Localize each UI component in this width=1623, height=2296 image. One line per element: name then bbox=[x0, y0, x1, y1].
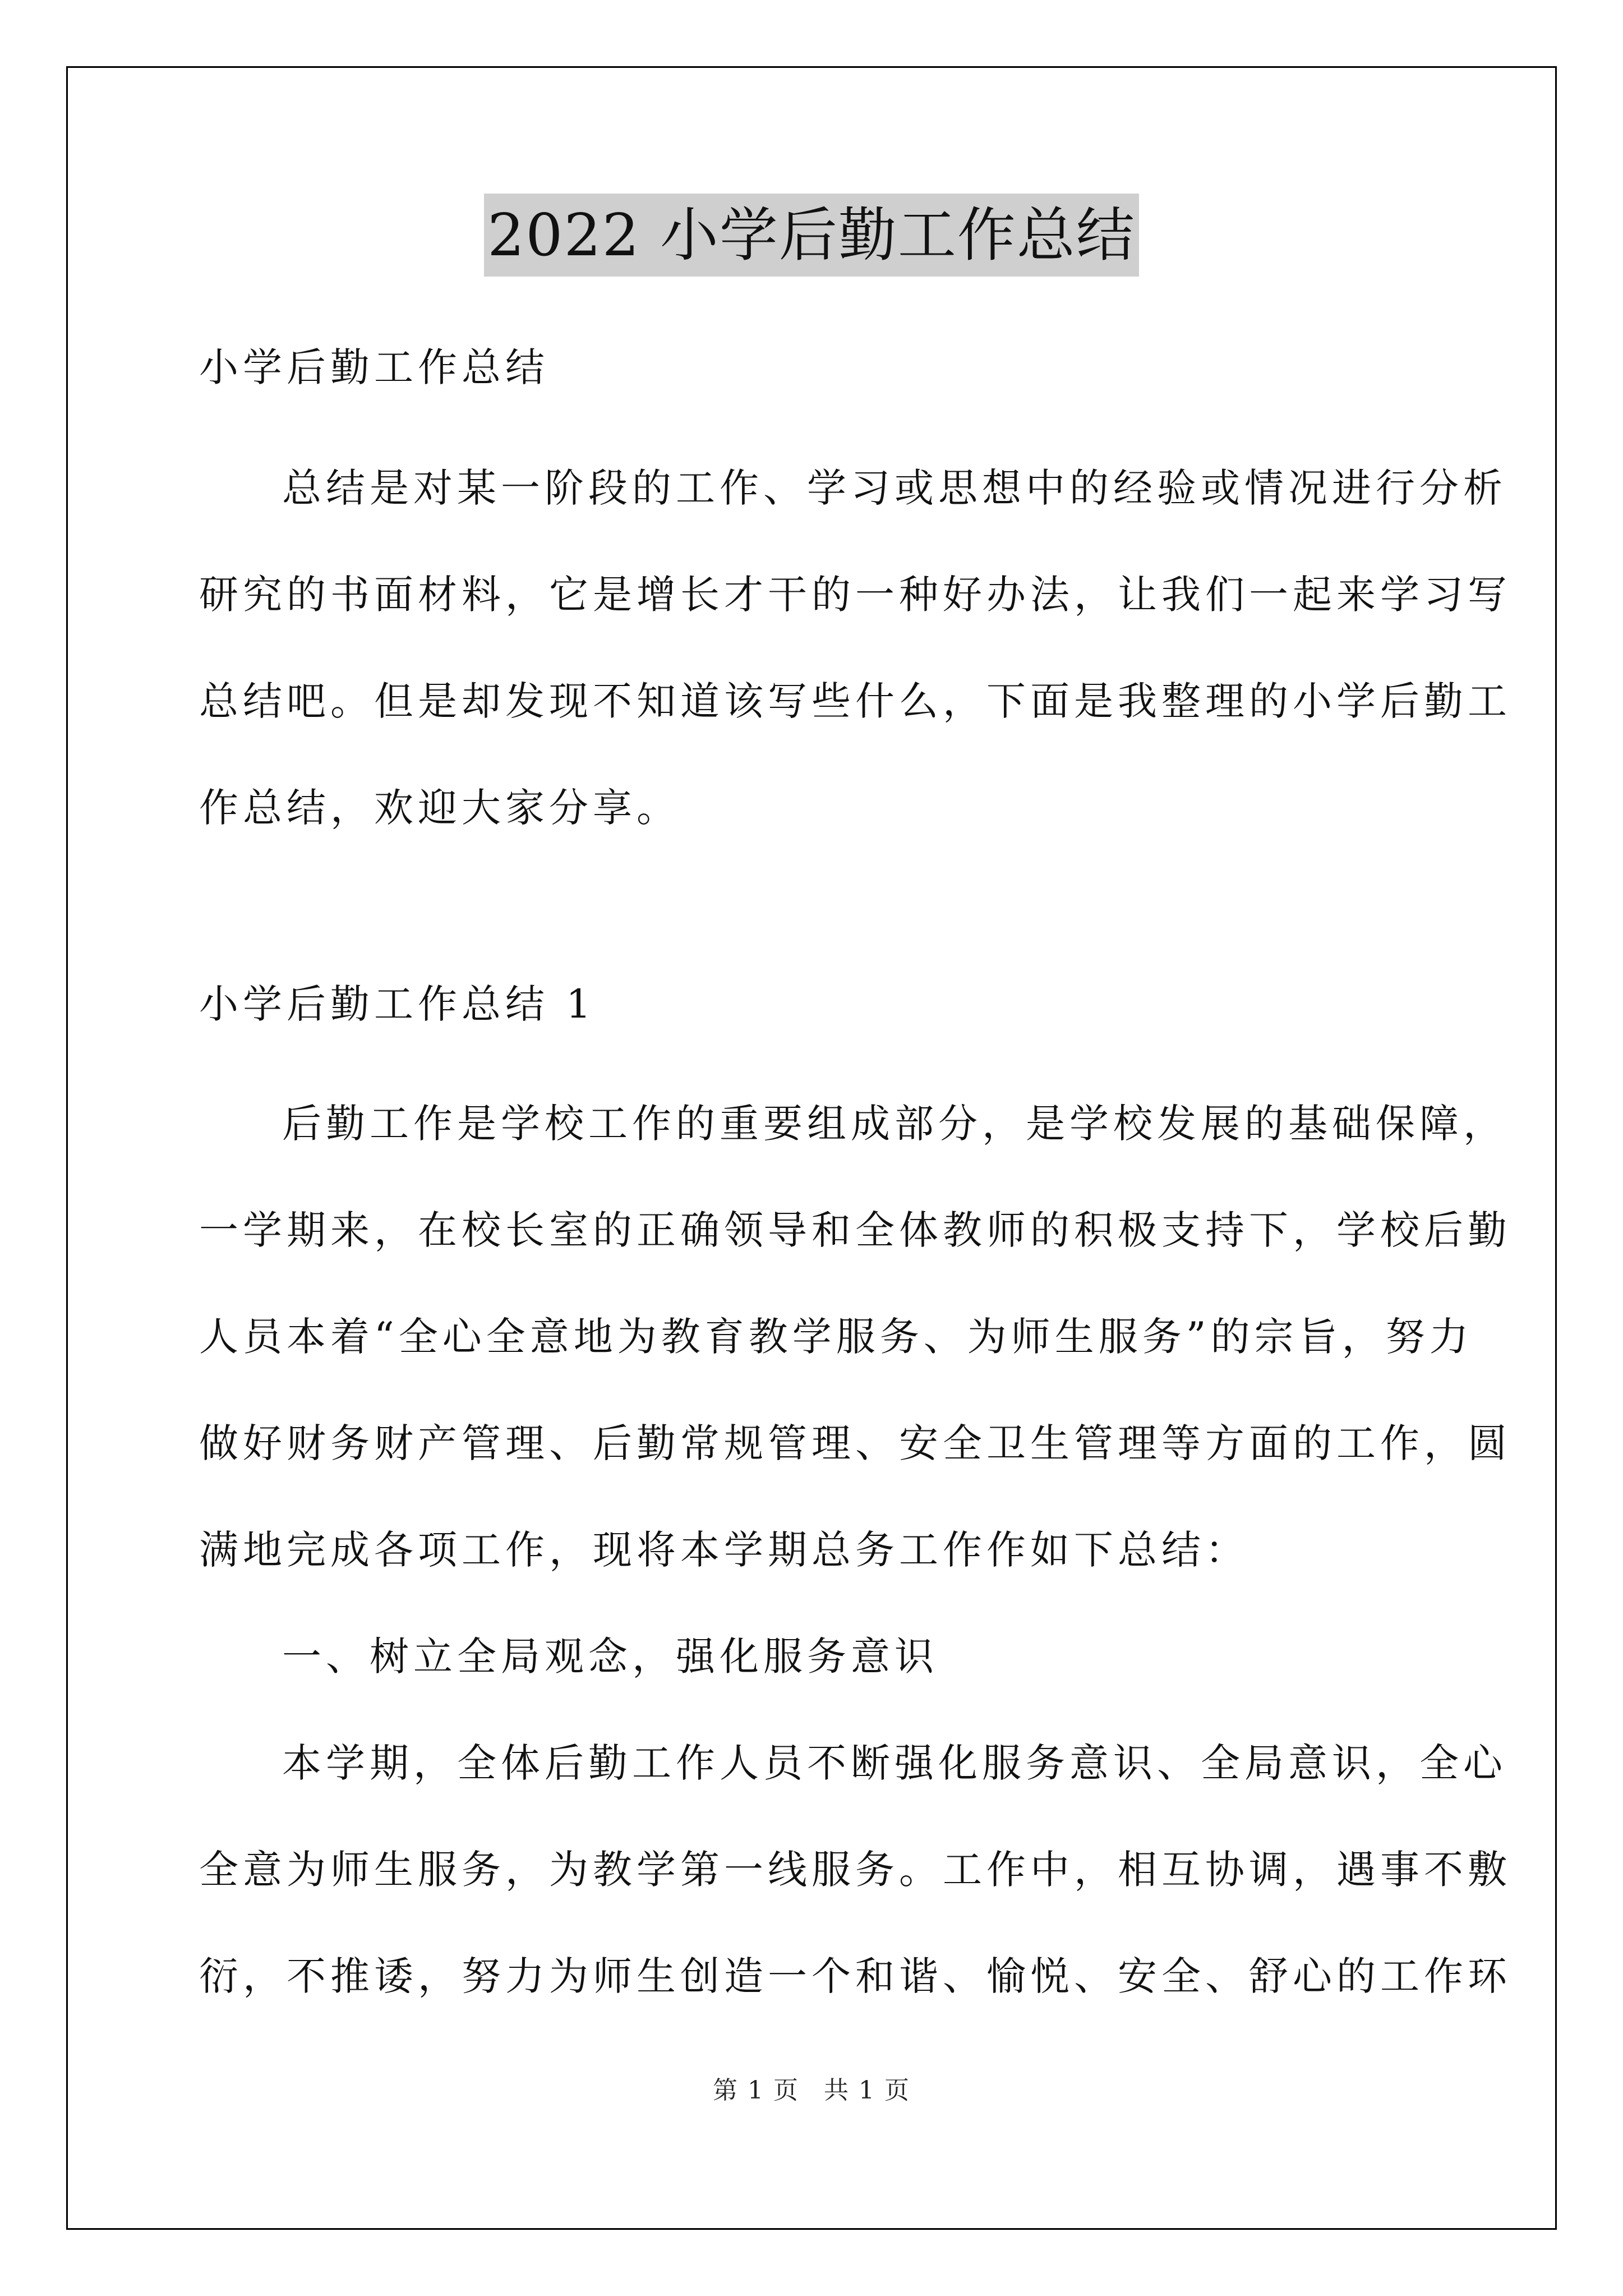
intro-paragraph bbox=[199, 435, 1511, 861]
paragraph-line: 做好财务财产管理、后勤常规管理、安全卫生管理等方面的工作，圆 bbox=[199, 1420, 1511, 1466]
item-heading: 一、树立全局观念，强化服务意识 bbox=[282, 1634, 938, 1680]
paragraph-line: 人员本着“全心全意地为教育教学服务、为师生服务”的宗旨，努力 bbox=[199, 1314, 1473, 1360]
document-title: 2022 小学后勤工作总结 bbox=[484, 194, 1139, 277]
page-number-total: 共 1 页 bbox=[824, 2076, 910, 2105]
paragraph-line: 总结吧。但是却发现不知道该写些什么，下面是我整理的小学后勤工 bbox=[199, 678, 1511, 724]
section-heading-line: 小学后勤工作总结 1 bbox=[199, 981, 596, 1027]
paragraph-line: 满地完成各项工作，现将本学期总务工作作如下总结： bbox=[199, 1527, 1249, 1573]
paragraph-line: 本学期，全体后勤工作人员不断强化服务意识、全局意识，全心 bbox=[282, 1740, 1507, 1786]
page-number-current: 第 1 页 bbox=[713, 2076, 799, 2105]
paragraph-line: 总结是对某一阶段的工作、学习或思想中的经验或情况进行分析 bbox=[282, 465, 1507, 511]
paragraph-line: 研究的书面材料，它是增长才干的一种好办法，让我们一起来学习写 bbox=[199, 572, 1511, 618]
title-container bbox=[0, 194, 1623, 277]
paragraph-line: 衍，不推诿，努力为师生创造一个和谐、愉悦、安全、舒心的工作环 bbox=[199, 1953, 1511, 1999]
subtitle-line: 小学后勤工作总结 bbox=[199, 344, 549, 390]
section-heading bbox=[199, 951, 1433, 1057]
page-footer bbox=[0, 2070, 1623, 2106]
paragraph-line: 全意为师生服务，为教学第一线服务。工作中，相互协调，遇事不敷 bbox=[199, 1847, 1511, 1893]
section-paragraph bbox=[199, 1070, 1511, 2030]
paragraph-line: 作总结，欢迎大家分享。 bbox=[199, 785, 680, 831]
document-subtitle bbox=[199, 314, 1433, 421]
paragraph-line: 后勤工作是学校工作的重要组成部分，是学校发展的基础保障， bbox=[282, 1101, 1507, 1147]
paragraph-line: 一学期来，在校长室的正确领导和全体教师的积极支持下，学校后勤 bbox=[199, 1207, 1511, 1253]
